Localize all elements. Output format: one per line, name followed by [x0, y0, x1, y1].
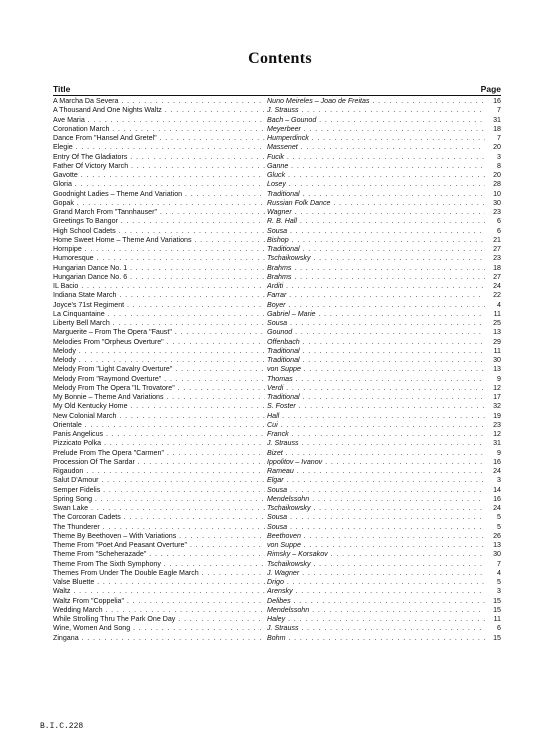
entry-title: Marguerite – From The Opera "Faust" . . .	[53, 328, 265, 337]
entry-composer: Farrar . . .	[267, 291, 485, 300]
entry-title: Themes From Under The Double Eagle March . . .	[53, 569, 265, 578]
entry-composer: Sousa . . .	[267, 227, 485, 236]
entry-page-number: 15	[493, 605, 501, 614]
entry-title: Wedding March . . .	[53, 606, 265, 615]
entry-title: Panis Angelicus . . .	[53, 430, 265, 439]
entry-page-number: 23	[493, 254, 501, 263]
list-item	[53, 264, 501, 273]
entry-title: Wine, Women And Song . . .	[53, 624, 265, 633]
list-item	[53, 523, 501, 532]
list-item	[53, 254, 501, 263]
entry-title: My Bonnie – Theme And Variations . . .	[53, 393, 265, 402]
entry-composer: von Suppe . . .	[267, 541, 485, 550]
entry-composer: Wagner . . .	[267, 208, 485, 217]
list-item	[53, 412, 501, 421]
entry-page-number: 3	[497, 152, 501, 161]
entry-page-number: 15	[493, 633, 501, 642]
table-of-contents	[53, 97, 501, 643]
entry-composer: Gounod . . .	[267, 328, 485, 337]
entry-page-number: 9	[497, 374, 501, 383]
entry-title: Melody . . .	[53, 356, 265, 365]
entry-page-number: 4	[497, 300, 501, 309]
entry-title: My Old Kentucky Home . . .	[53, 402, 265, 411]
entry-page-number: 26	[493, 531, 501, 540]
header-rule	[53, 95, 501, 96]
entry-page-number: 24	[493, 282, 501, 290]
list-item	[53, 217, 501, 226]
entry-page-number: 7	[497, 106, 501, 115]
entry-page-number: 13	[493, 541, 501, 549]
list-item	[53, 421, 501, 430]
title-column-header: Title	[53, 84, 71, 94]
list-item	[53, 597, 501, 606]
entry-composer: Losey . . .	[267, 180, 485, 189]
entry-page-number: 27	[493, 272, 501, 281]
list-item	[53, 143, 501, 152]
entry-composer: J. Wagner . . .	[267, 569, 485, 578]
entry-composer: Verdi . . .	[267, 384, 485, 393]
entry-title: Liberty Bell March . . .	[53, 319, 265, 328]
entry-page-number: 12	[493, 383, 501, 392]
entry-page-number: 19	[493, 411, 501, 420]
entry-page-number: 15	[493, 596, 501, 605]
entry-title: Waltz . . .	[53, 587, 265, 596]
entry-page-number: 28	[493, 180, 501, 189]
entry-title: Home Sweet Home – Theme And Variations . . .	[53, 236, 265, 245]
list-item	[53, 310, 501, 319]
list-item	[53, 504, 501, 513]
entry-composer: Rimsky – Korsakov . . .	[267, 550, 485, 559]
entry-title: Pizzicato Polka . . .	[53, 439, 265, 448]
entry-page-number: 27	[493, 245, 501, 253]
entry-page-number: 6	[497, 217, 501, 226]
entry-title: Hornpipe . . .	[53, 245, 265, 254]
list-item	[53, 449, 501, 458]
list-item	[53, 375, 501, 384]
entry-page-number: 7	[497, 559, 501, 568]
entry-title: Procession Of The Sardar . . .	[53, 458, 265, 467]
list-item	[53, 180, 501, 189]
list-item	[53, 190, 501, 199]
entry-page-number: 30	[493, 198, 501, 207]
entry-page-number: 5	[497, 522, 501, 531]
entry-title: Gavotte . . .	[53, 171, 265, 180]
entry-composer: J. Strauss . . .	[267, 439, 485, 448]
entry-title: Humoresque . . .	[53, 254, 265, 263]
list-item	[53, 282, 501, 291]
entry-composer: Tschaikowsky . . .	[267, 254, 485, 263]
entry-composer: Fucik . . .	[267, 153, 485, 162]
entry-page-number: 9	[497, 448, 501, 457]
entry-title: Elegie . . .	[53, 143, 265, 152]
list-item	[53, 125, 501, 134]
list-item	[53, 560, 501, 569]
entry-composer: Traditional . . .	[267, 347, 485, 356]
entry-composer: Mendelssohn . . .	[267, 495, 485, 504]
entry-page-number: 18	[493, 124, 501, 133]
list-item	[53, 356, 501, 365]
entry-title: Theme From The Sixth Symphony . . .	[53, 560, 265, 569]
entry-title: Melody . . .	[53, 347, 265, 356]
entry-composer: Rameau . . .	[267, 467, 485, 476]
entry-composer: Gabriel – Marie . . .	[267, 310, 485, 319]
entry-title: Melodies From "Orpheus Overture" . . .	[53, 338, 265, 347]
list-item	[53, 301, 501, 310]
entry-title: Melody From The Opera "IL Trovatore" . . .	[53, 384, 265, 393]
list-item	[53, 208, 501, 217]
entry-page-number: 20	[493, 143, 501, 152]
entry-composer: Thomas . . .	[267, 375, 485, 384]
entry-title: The Thunderer . . .	[53, 523, 265, 532]
entry-title: Theme By Beethoven – With Variations . . .	[53, 532, 265, 541]
list-item	[53, 273, 501, 282]
entry-page-number: 20	[493, 171, 501, 179]
entry-title: Swan Lake . . .	[53, 504, 265, 513]
list-item	[53, 328, 501, 337]
entry-composer: Hall . . .	[267, 412, 485, 421]
list-item	[53, 430, 501, 439]
entry-title: Salut D'Amour . . .	[53, 476, 265, 485]
list-item	[53, 578, 501, 587]
entry-page-number: 3	[497, 587, 501, 596]
list-item	[53, 393, 501, 402]
entry-title: Coronation March . . .	[53, 125, 265, 134]
list-item	[53, 245, 501, 254]
entry-page-number: 30	[493, 550, 501, 559]
entry-title: Father Of Victory March . . .	[53, 162, 265, 171]
entry-page-number: 31	[493, 439, 501, 448]
entry-title: Ave Maria . . .	[53, 116, 265, 125]
entry-composer: Bishop . . .	[267, 236, 485, 245]
entry-composer: Haley . . .	[267, 615, 485, 624]
entry-composer: Arensky . . .	[267, 587, 485, 596]
entry-title: Theme From "Poet And Peasant Overture" . . .	[53, 541, 265, 550]
list-item	[53, 227, 501, 236]
entry-page-number: 30	[493, 356, 501, 364]
entry-title: While Strolling Thru The Park One Day . . .	[53, 615, 265, 624]
entry-composer: Bach – Gounod . . .	[267, 116, 485, 125]
entry-title: New Colonial March . . .	[53, 412, 265, 421]
entry-composer: Ganne . . .	[267, 162, 485, 171]
entry-page-number: 24	[493, 504, 501, 512]
list-item	[53, 634, 501, 643]
entry-page-number: 16	[493, 494, 501, 503]
page-title: Contents	[248, 50, 312, 67]
entry-composer: Humperdinck . . .	[267, 134, 485, 143]
list-item	[53, 236, 501, 245]
entry-page-number: 6	[497, 226, 501, 235]
entry-composer: Mendelssohn . . .	[267, 606, 485, 615]
catalog-code: B.I.C.228	[40, 722, 84, 731]
entry-title: Semper Fidelis . . .	[53, 486, 265, 495]
entry-composer: Traditional . . .	[267, 190, 485, 199]
entry-composer: Bohm . . .	[267, 634, 485, 643]
list-item	[53, 587, 501, 596]
entry-page-number: 24	[493, 467, 501, 475]
entry-title: IL Bacio . . .	[53, 282, 265, 291]
entry-composer: Meyerbeer . . .	[267, 125, 485, 134]
entry-composer: Drigo . . .	[267, 578, 485, 587]
entry-title: Zingana . . .	[53, 634, 265, 643]
list-item	[53, 291, 501, 300]
entry-page-number: 8	[497, 161, 501, 170]
entry-composer: Traditional . . .	[267, 393, 485, 402]
entry-title: A Marcha Da Severa . . .	[53, 97, 265, 106]
entry-title: Gopak . . .	[53, 199, 265, 208]
entry-composer: J. Strauss . . .	[267, 106, 485, 115]
list-item	[53, 569, 501, 578]
list-item	[53, 116, 501, 125]
entry-composer: Tschaikowsky . . .	[267, 560, 485, 569]
page-column-header: Page	[480, 84, 501, 94]
entry-composer: Brahms . . .	[267, 273, 485, 282]
entry-composer: Elgar . . .	[267, 476, 485, 485]
entry-page-number: 25	[493, 319, 501, 327]
entry-title: Valse Bluette . . .	[53, 578, 265, 587]
entry-title: Hungarian Dance No. 6 . . .	[53, 273, 265, 282]
entry-title: High School Cadets . . .	[53, 227, 265, 236]
list-item	[53, 97, 501, 106]
entry-title: Greetings To Bangor . . .	[53, 217, 265, 226]
list-item	[53, 171, 501, 180]
entry-title: Dance From "Hansel And Gretel" . . .	[53, 134, 265, 143]
entry-composer: Boyer . . .	[267, 301, 485, 310]
entry-title: Goodnight Ladies – Theme And Variation . . .	[53, 190, 265, 199]
entry-title: Hungarian Dance No. 1 . . .	[53, 264, 265, 273]
list-item	[53, 153, 501, 162]
entry-composer: Beethoven . . .	[267, 532, 485, 541]
entry-page-number: 14	[493, 485, 501, 494]
entry-composer: Russian Folk Dance . . .	[267, 199, 485, 208]
entry-composer: Ippolitov – Ivanov . . .	[267, 458, 485, 467]
entry-composer: J. Strauss . . .	[267, 624, 485, 633]
entry-page-number: 32	[493, 402, 501, 411]
entry-page-number: 17	[493, 393, 501, 401]
entry-composer: Traditional . . .	[267, 356, 485, 365]
entry-composer: R. B. Hall . . .	[267, 217, 485, 226]
entry-composer: Franck . . .	[267, 430, 485, 439]
entry-page-number: 13	[493, 365, 501, 374]
entry-composer: Traditional . . .	[267, 245, 485, 254]
list-item	[53, 513, 501, 522]
entry-page-number: 4	[497, 568, 501, 577]
list-item	[53, 384, 501, 393]
list-item	[53, 106, 501, 115]
entry-page-number: 11	[493, 346, 501, 355]
entry-composer: Sousa . . .	[267, 513, 485, 522]
list-item	[53, 541, 501, 550]
entry-title: Melody From "Raymond Overture" . . .	[53, 375, 265, 384]
entry-title: Gloria . . .	[53, 180, 265, 189]
entry-page-number: 11	[493, 309, 501, 318]
entry-composer: Delibes . . .	[267, 597, 485, 606]
entry-page-number: 16	[493, 457, 501, 466]
list-item	[53, 338, 501, 347]
list-item	[53, 402, 501, 411]
entry-composer: Nuno Meireles – Joao de Freitas . . .	[267, 97, 485, 106]
list-item	[53, 199, 501, 208]
list-item	[53, 532, 501, 541]
list-item	[53, 486, 501, 495]
list-item	[53, 365, 501, 374]
entry-composer: Sousa . . .	[267, 486, 485, 495]
entry-composer: S. Foster . . .	[267, 402, 485, 411]
entry-title: The Corcoran Cadets . . .	[53, 513, 265, 522]
entry-title: Prelude From The Opera "Carmen" . . .	[53, 449, 265, 458]
list-item	[53, 606, 501, 615]
entry-title: Rigaudon . . .	[53, 467, 265, 476]
entry-title: Indiana State March . . .	[53, 291, 265, 300]
entry-page-number: 22	[493, 291, 501, 300]
entry-page-number: 5	[497, 513, 501, 522]
entry-title: Grand March From "Tannhauser" . . .	[53, 208, 265, 217]
entry-page-number: 6	[497, 624, 501, 633]
list-item	[53, 550, 501, 559]
entry-page-number: 5	[497, 578, 501, 586]
list-item	[53, 458, 501, 467]
entry-title: Waltz From "Coppelia" . . .	[53, 597, 265, 606]
entry-title: Orientale . . .	[53, 421, 265, 430]
entry-composer: Brahms . . .	[267, 264, 485, 273]
entry-title: Theme From "Scheherazade" . . .	[53, 550, 265, 559]
list-item	[53, 162, 501, 171]
entry-page-number: 10	[493, 189, 501, 198]
entry-composer: Gluck . . .	[267, 171, 485, 180]
list-item	[53, 467, 501, 476]
entry-composer: von Suppe . . .	[267, 365, 485, 374]
entry-composer: Cui . . .	[267, 421, 485, 430]
entry-composer: Bizet . . .	[267, 449, 485, 458]
list-item	[53, 476, 501, 485]
list-item	[53, 347, 501, 356]
entry-page-number: 31	[493, 115, 501, 124]
entry-page-number: 29	[493, 337, 501, 346]
entry-page-number: 12	[493, 430, 501, 438]
entry-composer: Massenet . . .	[267, 143, 485, 152]
entry-title: Spring Song . . .	[53, 495, 265, 504]
entry-composer: Sousa . . .	[267, 523, 485, 532]
entry-page-number: 7	[497, 134, 501, 142]
entry-composer: Tschaikowsky . . .	[267, 504, 485, 513]
entry-title: Joyce's 71st Regiment . . .	[53, 301, 265, 310]
entry-page-number: 11	[493, 615, 501, 623]
entry-page-number: 23	[493, 208, 501, 216]
entry-page-number: 21	[493, 235, 501, 244]
entry-title: A Thousand And One Nights Waltz . . .	[53, 106, 265, 115]
entry-page-number: 13	[493, 328, 501, 337]
entry-composer: Sousa . . .	[267, 319, 485, 328]
entry-page-number: 23	[493, 420, 501, 429]
entry-title: Melody From "Light Cavalry Overture" . . .	[53, 365, 265, 374]
entry-composer: Offenbach . . .	[267, 338, 485, 347]
entry-title: Entry Of The Gladiators . . .	[53, 153, 265, 162]
entry-page-number: 16	[493, 97, 501, 105]
entry-composer: Arditi . . .	[267, 282, 485, 291]
list-item	[53, 134, 501, 143]
list-item	[53, 319, 501, 328]
list-item	[53, 495, 501, 504]
entry-page-number: 18	[493, 263, 501, 272]
entry-title: La Cinquantaine . . .	[53, 310, 265, 319]
list-item	[53, 615, 501, 624]
entry-page-number: 3	[497, 476, 501, 485]
list-item	[53, 439, 501, 448]
list-item	[53, 624, 501, 633]
